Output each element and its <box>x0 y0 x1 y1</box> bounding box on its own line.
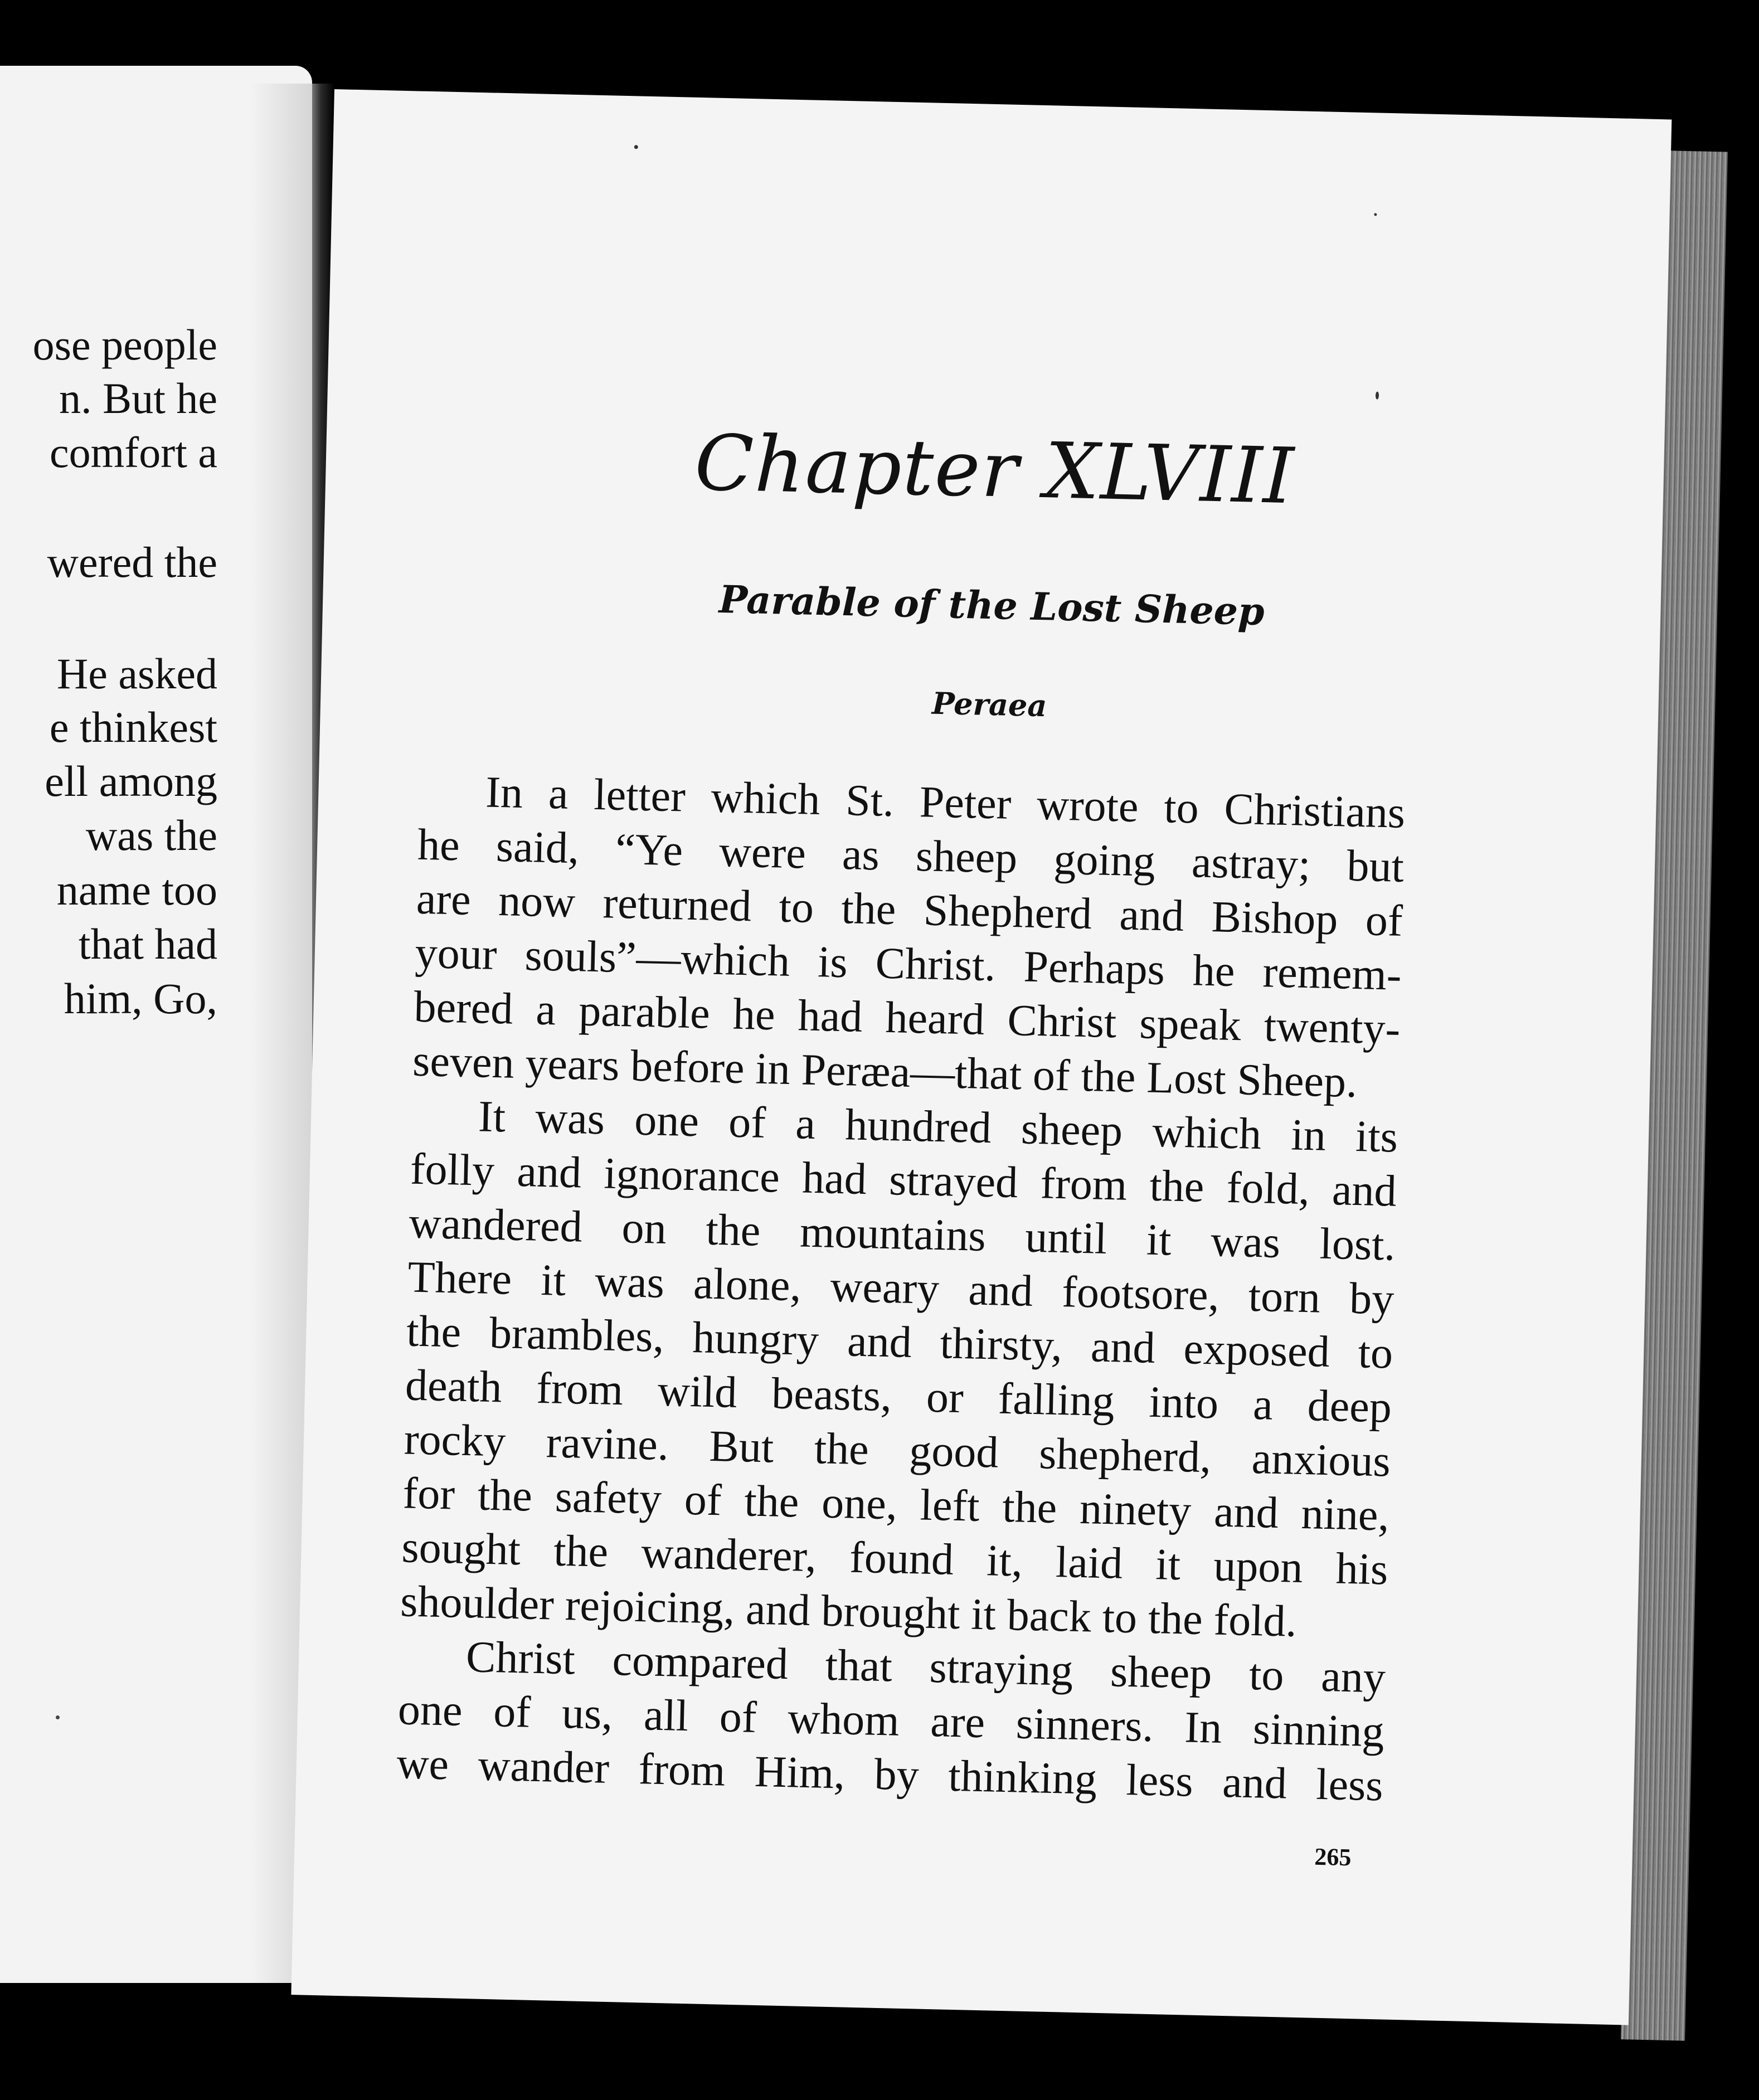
body-text-line: There it was alone, weary and footsore, torn by <box>407 1252 1395 1324</box>
left-page-line: n. But he <box>59 374 217 422</box>
left-page-line: name too <box>56 866 217 914</box>
body-text-line: Christ compared that straying sheep to any <box>465 1632 1386 1703</box>
left-page-line: wered the <box>47 538 217 586</box>
body-text-line: are now returned to the Shepherd and Bishop of <box>416 874 1403 946</box>
body-text-line: In a letter which St. Peter wrote to Christians <box>485 767 1406 838</box>
page-number: 265 <box>1314 1843 1352 1871</box>
page-speck <box>634 145 638 149</box>
page-speck <box>56 1715 60 1719</box>
left-page-line: ell among <box>45 757 217 805</box>
body-text-line: we wander from Him, by thinking less and less <box>396 1739 1384 1811</box>
page-content <box>291 89 1671 2025</box>
left-page-line: ose people <box>32 320 217 369</box>
left-page-line: that had <box>78 920 217 968</box>
body-text-line: death from wild beasts, or falling into a deep <box>405 1360 1392 1432</box>
body-text-line: the brambles, hungry and thirsty, and exposed to <box>406 1306 1394 1378</box>
chapter-title: Chapter XLVIII <box>693 417 1296 522</box>
left-page-line: He asked <box>56 649 217 698</box>
body-text-line: seven years before in Peræa—that of the Lost Sheep. <box>412 1036 1358 1107</box>
left-page-line: was the <box>85 811 217 859</box>
body-text-line: rocky ravine. But the good shepherd, anxious <box>404 1414 1391 1486</box>
body-text-line: one of us, all of whom are sinners. In sinning <box>397 1685 1385 1757</box>
body-text-line: It was one of a hundred sheep which in its <box>478 1092 1398 1162</box>
body-text-line: shoulder rejoicing, and brought it back to the fold. <box>400 1577 1298 1646</box>
body-text-line: wandered on the mountains until it was lost. <box>408 1198 1396 1270</box>
body-text-line: bered a parable he had heard Christ speak twenty- <box>413 982 1401 1054</box>
left-page-line: comfort a <box>49 428 217 477</box>
left-page-line: him, Go, <box>64 974 217 1023</box>
page-speck <box>1374 213 1377 216</box>
location-subtitle: Peraea <box>931 685 1048 724</box>
section-title: Parable of the Lost Sheep <box>718 577 1265 635</box>
body-text-line: he said, “Ye were as sheep going astray; but <box>417 820 1405 892</box>
right-page <box>291 89 1671 2025</box>
body-text-line: your souls”—which is Christ. Perhaps he remem- <box>414 928 1402 1000</box>
page-speck <box>1376 392 1379 400</box>
body-text-line: sought the wanderer, found it, laid it upon his <box>401 1523 1389 1595</box>
body-text-line: folly and ignorance had strayed from the fold, and <box>410 1144 1397 1216</box>
left-page-line: e thinkest <box>49 703 217 751</box>
body-text-line: for the safety of the one, left the ninety and nine, <box>402 1469 1390 1540</box>
